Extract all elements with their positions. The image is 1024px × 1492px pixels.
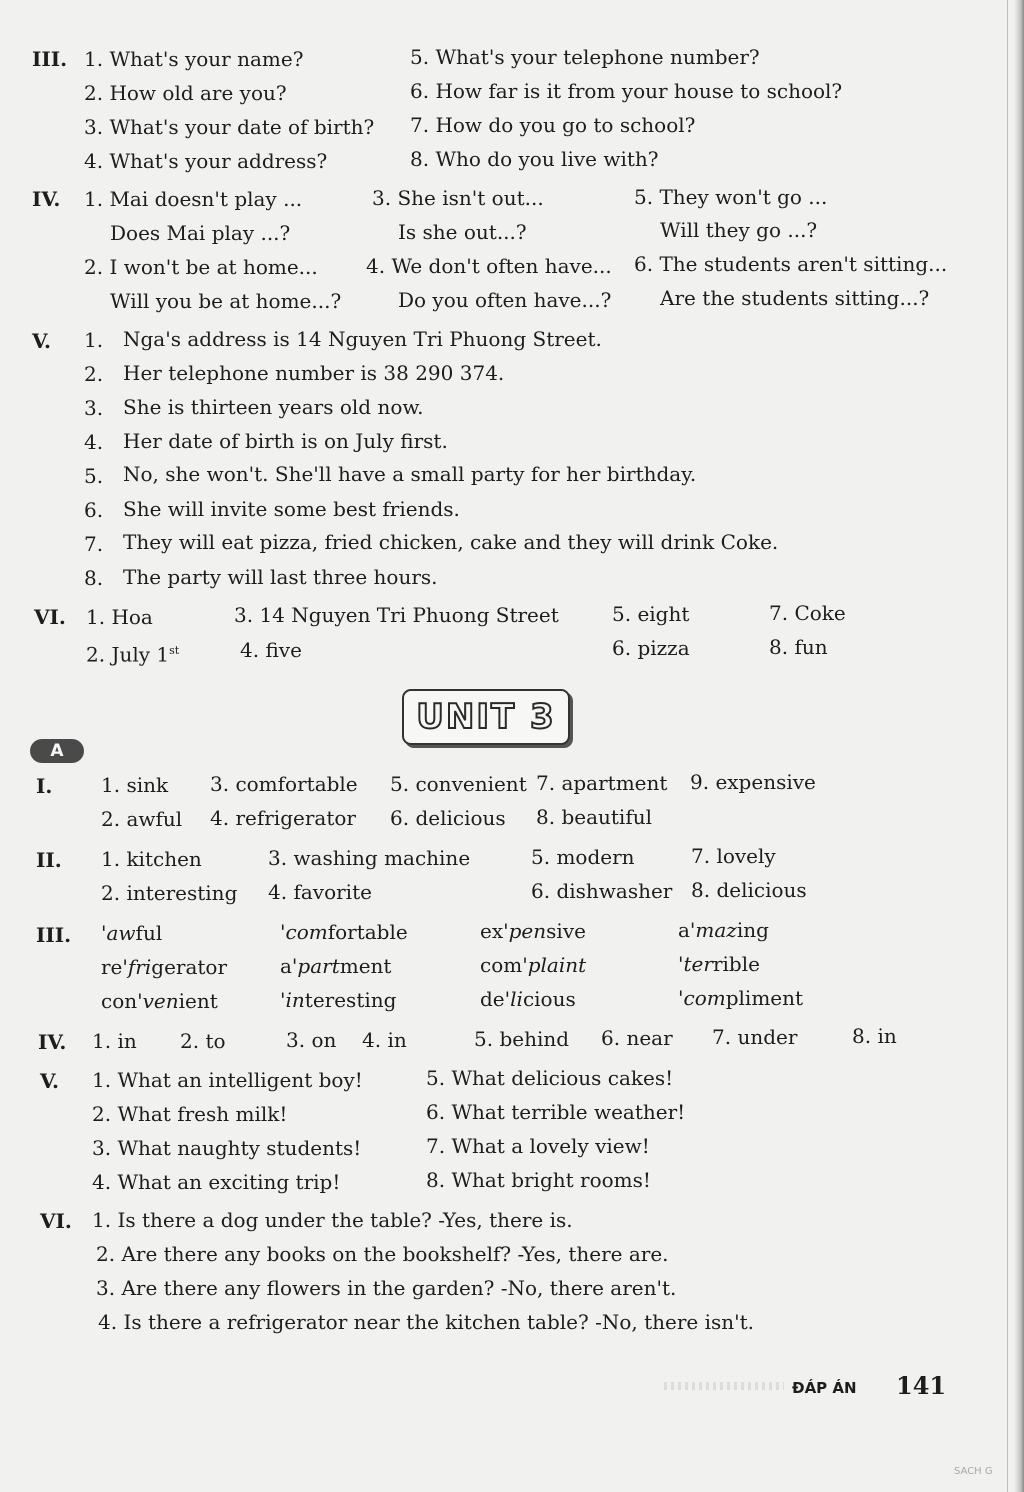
stressed-syllable: aw	[106, 921, 136, 945]
suffix: pliment	[725, 986, 804, 1010]
answer-item: 3. comfortable	[210, 772, 358, 796]
answer-item: 1. kitchen	[101, 847, 202, 871]
answer-line: 4. What an exciting trip!	[92, 1170, 341, 1194]
stressed-syllable: pen	[508, 919, 547, 943]
answer-line: 1. Is there a dog under the table? -Yes, there is.	[92, 1208, 573, 1232]
answer-item: 2. interesting	[101, 881, 238, 905]
answer-item: 7. Coke	[769, 601, 846, 625]
section-label: II.	[36, 848, 62, 872]
answer-line: 2. Are there any books on the bookshelf? -Yes, there are.	[96, 1242, 669, 1266]
answer-item: 7. under	[712, 1025, 798, 1049]
footer-section-label: ĐÁP ÁN	[792, 1379, 857, 1397]
answer-line: 3. What naughty students!	[92, 1136, 362, 1160]
item-number: 6.	[84, 498, 104, 522]
page-number: 141	[896, 1371, 947, 1400]
answer-item: 1. in	[92, 1029, 137, 1053]
item-number: 5.	[84, 464, 104, 488]
answer-item: 8. delicious	[691, 878, 807, 902]
section-label: IV.	[38, 1030, 67, 1054]
answer-item: 4. in	[362, 1028, 407, 1052]
stressed-syllable: in	[285, 988, 305, 1012]
stress-word	[480, 919, 586, 943]
answer-line: 1. Mai doesn't play ...	[84, 187, 303, 211]
answer-line: She will invite some best friends.	[123, 497, 460, 521]
answer-line: Nga's address is 14 Nguyen Tri Phuong Street.	[123, 327, 602, 351]
prefix: '	[280, 988, 286, 1012]
stressed-syllable: part	[297, 954, 340, 978]
item-number: 1.	[84, 328, 104, 352]
stress-word	[678, 952, 760, 976]
prefix: '	[678, 986, 684, 1010]
suffix: fortable	[327, 920, 408, 944]
answer-item: 3. washing machine	[268, 846, 471, 870]
answer-line: 6. How far is it from your house to school?	[410, 79, 843, 103]
answer-line: Is she out...?	[398, 220, 527, 244]
suffix: ment	[339, 954, 392, 978]
section-label: V.	[32, 329, 51, 353]
suffix: ing	[736, 918, 769, 942]
item-number: 8.	[84, 566, 104, 590]
stressed-syllable: fri	[127, 955, 152, 979]
answer-item: 6. dishwasher	[531, 879, 673, 903]
answer-line: Do you often have...?	[398, 288, 612, 312]
stress-word	[280, 920, 408, 944]
answer-item: 3. on	[286, 1028, 337, 1052]
section-label: III.	[36, 923, 72, 947]
unit-title-banner	[402, 689, 570, 745]
answer-item: 9. expensive	[690, 770, 816, 794]
section-label: V.	[40, 1069, 59, 1093]
answer-line: 7. How do you go to school?	[410, 113, 696, 137]
answer-item: 5. eight	[612, 602, 690, 626]
prefix: de'	[480, 987, 511, 1011]
answer-line: 2. I won't be at home...	[84, 255, 318, 279]
answer-line: 4. What's your address?	[84, 149, 328, 173]
answer-item: 8. beautiful	[536, 805, 652, 829]
prefix: '	[280, 920, 286, 944]
answer-item: 8. fun	[769, 635, 828, 659]
answer-line: 3. She isn't out...	[372, 186, 544, 210]
suffix: teresting	[304, 988, 397, 1012]
section-label: I.	[36, 774, 53, 798]
answer-line: Does Mai play ...?	[110, 221, 291, 245]
answer-line: No, she won't. She'll have a small party for her birthday.	[123, 462, 697, 486]
stressed-syllable: li	[510, 987, 523, 1011]
answer-line: 8. Who do you live with?	[410, 147, 659, 171]
answer-item: 8. in	[852, 1024, 897, 1048]
answer-item: 7. apartment	[536, 771, 668, 795]
answer-item: 5. convenient	[390, 772, 527, 796]
item-number: 4.	[84, 430, 104, 454]
ordinal-suffix: st	[169, 644, 180, 657]
stressed-syllable: ter	[683, 952, 713, 976]
answer-line: 1. What's your name?	[84, 47, 304, 71]
prefix: '	[101, 921, 107, 945]
answer-line: 2. How old are you?	[84, 81, 287, 105]
suffix: ient	[178, 989, 218, 1013]
stress-word	[678, 918, 769, 942]
answer-line: 2. What fresh milk!	[92, 1102, 288, 1126]
answer-item: 1. Hoa	[86, 605, 153, 629]
stress-word	[101, 955, 227, 979]
answer-line: Will they go ...?	[660, 218, 818, 242]
suffix: cious	[522, 987, 576, 1011]
answer-line: 3. Are there any flowers in the garden? -No, there aren't.	[96, 1276, 677, 1300]
answer-item: 6. near	[601, 1026, 673, 1050]
prefix: a'	[678, 918, 696, 942]
prefix: con'	[101, 989, 143, 1013]
stressed-syllable: plaint	[527, 953, 587, 977]
stressed-syllable: com	[285, 920, 328, 944]
stress-word	[280, 954, 391, 978]
prefix: a'	[280, 954, 298, 978]
answer-line: The party will last three hours.	[123, 565, 438, 589]
stress-word	[678, 986, 803, 1010]
answer-item: 2. to	[180, 1029, 226, 1053]
section-label: III.	[32, 47, 68, 71]
answer-line: 6. The students aren't sitting...	[634, 252, 948, 276]
part-badge: A	[30, 739, 84, 763]
suffix: ful	[135, 921, 163, 945]
footer-dotted-rule	[664, 1382, 784, 1390]
stressed-syllable: ven	[142, 989, 179, 1013]
answer-line: Are the students sitting...?	[660, 286, 930, 310]
stress-word	[480, 987, 576, 1011]
answer-item: 2. awful	[101, 807, 183, 831]
prefix: com'	[480, 953, 528, 977]
answer-line: 3. What's your date of birth?	[84, 115, 375, 139]
stress-word	[480, 953, 586, 977]
answer-item: 6. pizza	[612, 636, 690, 660]
stressed-syllable: maz	[695, 918, 737, 942]
answer-item: 4. refrigerator	[210, 806, 356, 830]
suffix: rible	[712, 952, 760, 976]
watermark-logo: SACH G	[954, 1466, 993, 1477]
suffix: sive	[546, 919, 586, 943]
answer-line: 5. What delicious cakes!	[426, 1066, 674, 1090]
answer-item	[86, 639, 179, 667]
answer-line: They will eat pizza, fried chicken, cake and they will drink Coke.	[123, 530, 779, 554]
stress-word	[101, 989, 218, 1013]
answer-item: 7. lovely	[691, 844, 776, 868]
answer-line: 6. What terrible weather!	[426, 1100, 686, 1124]
stress-word	[101, 921, 162, 945]
answer-item: 5. modern	[531, 845, 635, 869]
item-number: 3.	[84, 396, 104, 420]
answer-item: 6. delicious	[390, 806, 506, 830]
answer-line: 7. What a lovely view!	[426, 1134, 650, 1158]
section-label: VI.	[34, 605, 66, 629]
page-edge-line	[1007, 0, 1008, 1492]
answer-line: Her telephone number is 38 290 374.	[123, 361, 505, 385]
suffix: gerator	[151, 955, 228, 979]
answer-item: 4. five	[240, 638, 302, 662]
answer-line: 4. We don't often have...	[366, 254, 612, 278]
page-edge-shadow	[1014, 0, 1024, 1492]
answer-item: 1. sink	[101, 773, 169, 797]
section-label: VI.	[40, 1209, 72, 1233]
item-number: 7.	[84, 532, 104, 556]
answer-line: Will you be at home...?	[110, 289, 342, 313]
answer-line: 5. What's your telephone number?	[410, 45, 760, 69]
answer-item: 4. favorite	[268, 880, 372, 904]
answer-line: 8. What bright rooms!	[426, 1168, 651, 1192]
item-number: 2.	[84, 362, 104, 386]
answer-line: Her date of birth is on July first.	[123, 429, 448, 453]
stress-word	[280, 988, 396, 1012]
answer-line: 5. They won't go ...	[634, 185, 828, 209]
unit-title: UNIT 3	[416, 697, 556, 737]
prefix: re'	[101, 955, 128, 979]
prefix: ex'	[480, 919, 509, 943]
answer-item: 5. behind	[474, 1027, 570, 1051]
prefix: '	[678, 952, 684, 976]
answer-item: 3. 14 Nguyen Tri Phuong Street	[234, 603, 559, 627]
answer-line: 1. What an intelligent boy!	[92, 1068, 363, 1092]
answer-line: She is thirteen years old now.	[123, 395, 424, 419]
answer-text: 2. July 1	[86, 642, 170, 667]
answer-line: 4. Is there a refrigerator near the kitchen table? -No, there isn't.	[98, 1310, 755, 1334]
section-label: IV.	[32, 187, 61, 211]
stressed-syllable: com	[683, 986, 726, 1010]
